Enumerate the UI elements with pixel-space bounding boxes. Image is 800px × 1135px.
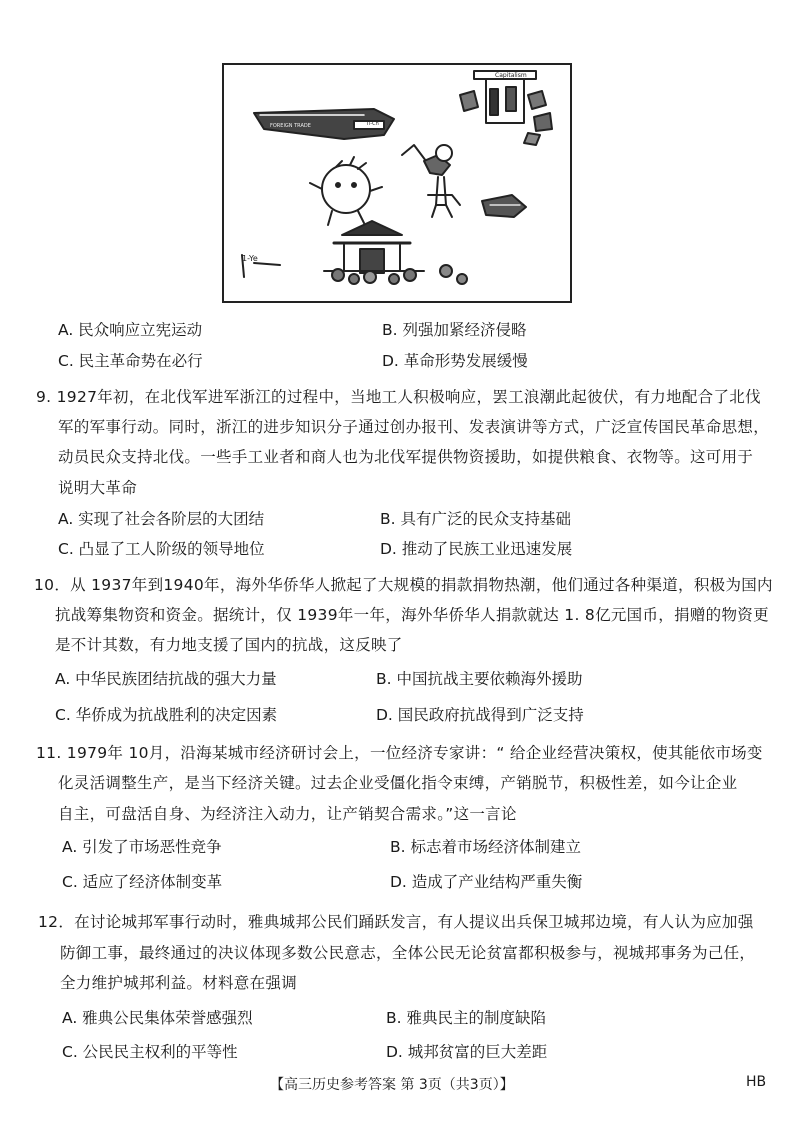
q11-option-c: C. 适应了经济体制变革 [62,873,223,891]
q11-stem-line-3: 自主，可盘活自身、为经济注入动力，让产销契合需求。”这一言论 [58,805,517,823]
q11-option-a: A. 引发了市场恶性竞争 [62,838,222,856]
q10-option-a: A. 中华民族团结抗战的强大力量 [55,670,277,688]
q12-option-c: C. 公民民主权利的平等性 [62,1043,238,1061]
q10-option-d: D. 国民政府抗战得到广泛支持 [376,706,584,724]
q9-stem-line-1: 9. 1927年初，在北伐军进军浙江的过程中，当地工人积极响应，罢工浪潮此起彼伏，有力地配合了北伐 [36,388,761,406]
q9-stem-line-2: 军的军事行动。同时，浙江的进步知识分子通过创办报刊、发表演讲等方式，广泛宣传国民革命思想， [58,418,770,436]
q9-option-a: A. 实现了社会各阶层的大团结 [58,510,265,528]
q9-option-b: B. 具有广泛的民众支持基础 [380,510,571,528]
q12-option-a: A. 雅典公民集体荣誉感强烈 [62,1009,253,1027]
q8-option-a: A. 民众响应立宪运动 [58,321,203,339]
cartoon-label-1: FOREIGN TRADE [270,123,311,129]
cartoon-sign-1: Capitalism [495,72,527,79]
q10-option-c: C. 华侨成为抗战胜利的决定因素 [55,706,278,724]
q12-option-d: D. 城邦贫富的巨大差距 [386,1043,548,1061]
q12-stem-line-2: 防御工事，最终通过的决议体现多数公民意志，全体公民无论贫富都积极参与，视城邦事务为己任， [60,944,756,962]
footer-code: HB [746,1074,767,1090]
q9-stem-line-4: 说明大革命 [58,479,138,497]
q10-stem-line-3: 是不计其数，有力地支援了国内的抗战，这反映了 [55,636,403,654]
q8-option-c: C. 民主革命势在必行 [58,352,203,370]
q8-option-b: B. 列强加紧经济侵略 [382,321,527,339]
q10-option-b: B. 中国抗战主要依赖海外援助 [376,670,583,688]
q11-stem-line-2: 化灵活调整生产，是当下经济关键。过去企业受僵化指令束缚，产销脱节，积极性差，如今让企业 [58,774,738,792]
q9-option-c: C. 凸显了工人阶级的领导地位 [58,540,265,558]
cartoon-sign-2: Ti-Ch [366,121,379,127]
q11-option-b: B. 标志着市场经济体制建立 [390,838,581,856]
cartoon-drawing [224,65,570,301]
cartoon-illustration [222,63,572,303]
page-footer: 【高三历史参考答案 第 3页（共3页）】 [270,1077,514,1093]
q11-option-d: D. 造成了产业结构严重失衡 [390,873,583,891]
q11-stem-line-1: 11. 1979年 10月，沿海某城市经济研讨会上，一位经济专家讲：“ 给企业经营决策权，使其能依市场变 [36,744,763,762]
q9-stem-line-3: 动员民众支持北伐。一些手工业者和商人也为北伐军提供物资援助，如提供粮食、衣物等。这可用于 [58,448,754,466]
q12-stem-line-3: 全力维护城邦利益。材料意在强调 [60,974,298,992]
q8-option-d: D. 革命形势发展缓慢 [382,352,528,370]
q12-option-b: B. 雅典民主的制度缺陷 [386,1009,546,1027]
q10-stem-line-1: 10．从 1937年到1940年，海外华侨华人掀起了大规模的捐款捐物热潮，他们通过各种渠道，积极为国内 [34,576,773,594]
q12-stem-line-1: 12．在讨论城邦军事行动时，雅典城邦公民们踊跃发言，有人提议出兵保卫城邦边境，有人认为应加强 [38,913,754,931]
cartoon-label-2: 1-Ye [242,254,258,263]
q10-stem-line-2: 抗战筹集物资和资金。据统计，仅 1939年一年，海外华侨华人捐款就达 1. 8亿元国币，捐赠的物资更 [55,606,769,624]
q9-option-d: D. 推动了民族工业迅速发展 [380,540,573,558]
